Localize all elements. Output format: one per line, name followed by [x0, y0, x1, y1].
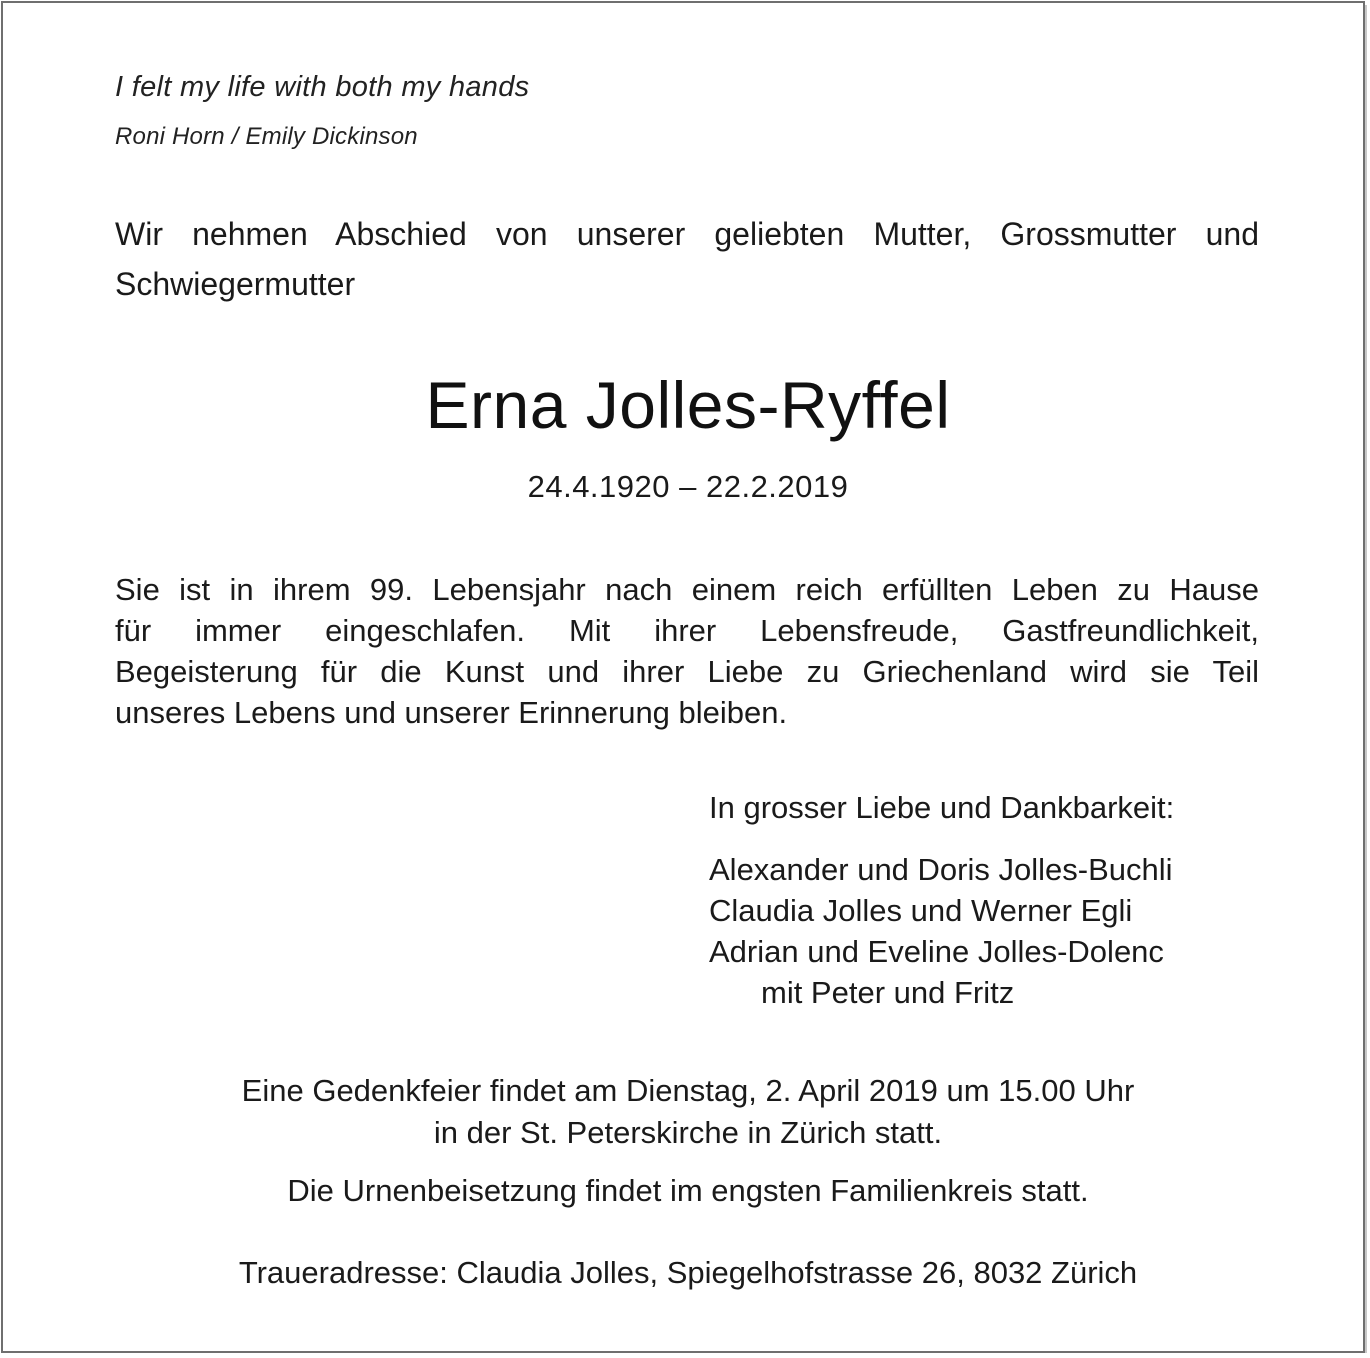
- tribute-paragraph: [115, 569, 1259, 733]
- intro-line: Wir nehmen Abschied von unserer geliebten Mutter, Grossmutter und: [115, 216, 1259, 252]
- family-member: Claudia Jolles und Werner Egli: [709, 893, 1133, 928]
- obituary-frame: [1, 1, 1365, 1353]
- life-dates: 24.4.1920 – 22.2.2019: [527, 469, 849, 504]
- epigraph-source: Roni Horn / Emily Dickinson: [115, 123, 418, 150]
- family-member: mit Peter und Fritz: [761, 975, 1015, 1010]
- family-heading: In grosser Liebe und Dankbarkeit:: [709, 790, 1175, 825]
- deceased-name: Erna Jolles-Ryffel: [425, 368, 951, 442]
- memorial-line: in der St. Peterskirche in Zürich statt.: [433, 1115, 943, 1150]
- family-member: Alexander und Doris Jolles-Buchli: [709, 852, 1173, 887]
- family-list: [709, 849, 1173, 1013]
- intro-text: [115, 209, 1259, 309]
- urn-notice: Die Urnenbeisetzung findet im engsten Familienkreis statt.: [287, 1173, 1089, 1208]
- tribute-line: Begeisterung für die Kunst und ihrer Liebe zu Griechenland wird sie Teil: [115, 654, 1259, 689]
- tribute-line: Sie ist in ihrem 99. Lebensjahr nach einem reich erfüllten Leben zu Hause: [115, 572, 1259, 607]
- memorial-notice: [3, 1070, 1370, 1154]
- epigraph-quote: I felt my life with both my hands: [115, 71, 530, 103]
- mourning-address: Traueradresse: Claudia Jolles, Spiegelhofstrasse 26, 8032 Zürich: [238, 1255, 1138, 1290]
- tribute-line: unseres Lebens und unserer Erinnerung bleiben.: [115, 695, 788, 730]
- intro-line: Schwiegermutter: [115, 266, 356, 302]
- memorial-line: Eine Gedenkfeier findet am Dienstag, 2. April 2019 um 15.00 Uhr: [241, 1073, 1135, 1108]
- tribute-line: für immer eingeschlafen. Mit ihrer Lebensfreude, Gastfreundlichkeit,: [115, 613, 1259, 648]
- family-member: Adrian und Eveline Jolles-Dolenc: [709, 934, 1164, 969]
